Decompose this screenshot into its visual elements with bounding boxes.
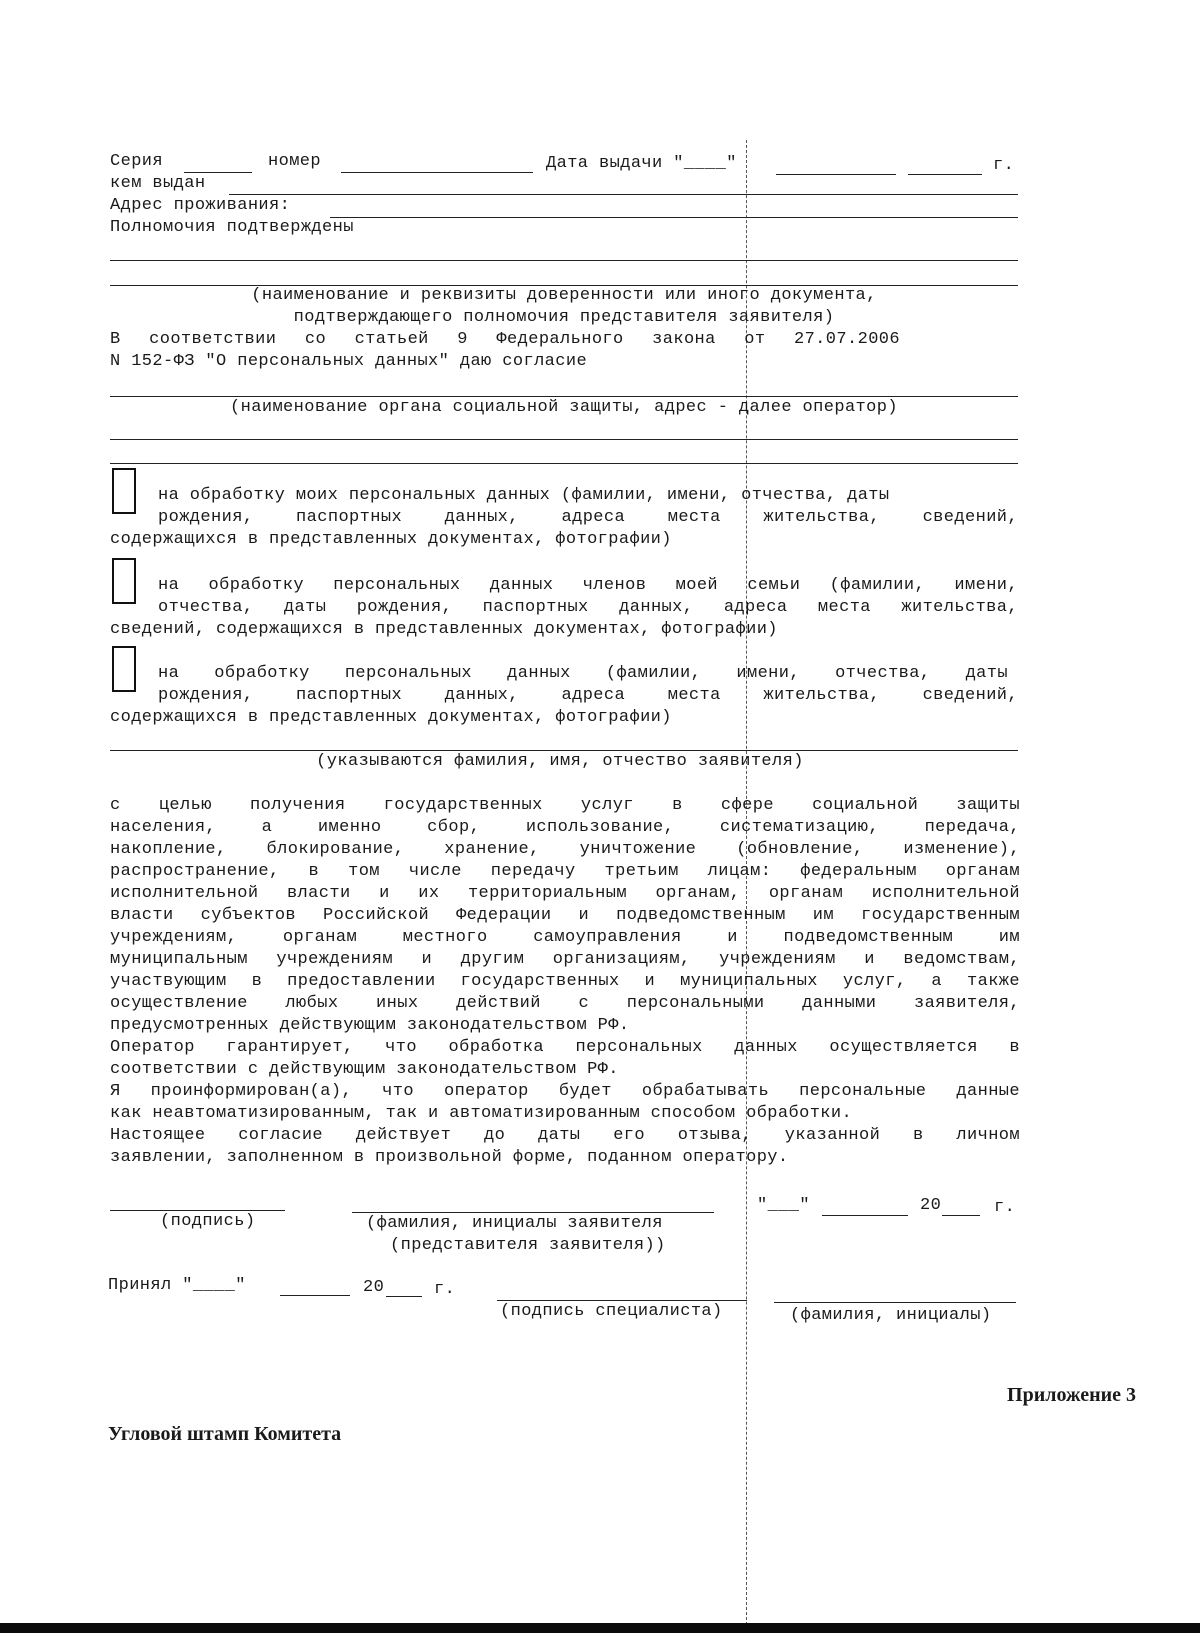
body-line-14: Я проинформирован(а), что оператор будет обрабатывать персональные данные	[110, 1082, 1020, 1101]
body-line-17: заявлении, заполненном в произвольной форме, поданном оператору.	[110, 1148, 789, 1167]
operator-field-3[interactable]	[110, 463, 1018, 464]
body-line-15: как неавтоматизированным, так и автоматизированным способом обработки.	[110, 1104, 853, 1123]
adres-label: Адрес проживания:	[110, 196, 291, 215]
checkbox-option-3[interactable]	[112, 646, 136, 692]
option-2-line-1: на обработку персональных данных членов моей семьи (фамилии, имени,	[158, 576, 1018, 595]
prilozhenie-label: Приложение 3	[1007, 1384, 1136, 1406]
soglasie-line-2: N 152-ФЗ "О персональных данных" даю согласие	[110, 352, 588, 371]
body-line-12: Оператор гарантирует, что обработка персональных данных осуществляется в	[110, 1038, 1020, 1057]
uglovoy-shtamp-label: Угловой штамп Комитета	[108, 1423, 342, 1445]
option-2-line-3: сведений, содержащихся в представленных документах, фотографии)	[110, 620, 778, 639]
podpis-field[interactable]	[110, 1210, 285, 1211]
seria-label: Серия	[110, 152, 164, 171]
prinyal-year-20: 20	[363, 1278, 385, 1297]
scan-edge-bar	[0, 1623, 1200, 1633]
fio-specialista-field[interactable]	[774, 1302, 1016, 1303]
kem-vydan-label: кем выдан	[110, 174, 206, 193]
fio-zayavitelya-caption-1: (фамилия, инициалы заявителя	[366, 1214, 663, 1233]
nomer-field[interactable]	[341, 172, 533, 173]
body-line-7: учреждениям, органам местного самоуправления и подведомственным им	[110, 928, 1020, 947]
caption-doverennost-2: подтверждающего полномочия представителя заявителя)	[293, 308, 835, 327]
caption-operator: (наименование органа социальной защиты, адрес - далее оператор)	[230, 398, 898, 417]
soglasie-line-1: В соответствии со статьей 9 Федерального закона от 27.07.2006	[110, 330, 900, 349]
body-line-4: распространение, в том числе передачу третьим лицам: федеральным органам	[110, 862, 1020, 881]
option-2-line-2: отчества, даты рождения, паспортных данных, адреса места жительства,	[158, 598, 1018, 617]
body-line-5: исполнительной власти и их территориальным органам, органам исполнительной	[110, 884, 1020, 903]
body-line-9: участвующим в предоставлении государственных и муниципальных услуг, а также	[110, 972, 1020, 991]
body-line-10: осуществление любых иных действий с персональными данными заявителя,	[110, 994, 1020, 1013]
polnomochiya-field-1[interactable]	[110, 260, 1018, 261]
body-line-3: накопление, блокирование, хранение, уничтожение (обновление, изменение),	[110, 840, 1020, 859]
option-1-line-2: рождения, паспортных данных, адреса места жительства, сведений,	[158, 508, 1018, 527]
data-vydachi-label: Дата выдачи "____"	[546, 154, 737, 173]
body-line-8: муниципальным учреждениям и другим организациям, учреждениям и ведомствам,	[110, 950, 1020, 969]
prinyal-year-field[interactable]	[386, 1296, 422, 1297]
fio-specialista-caption: (фамилия, инициалы)	[790, 1306, 992, 1325]
data-vydachi-month-field[interactable]	[776, 174, 896, 175]
checkbox-option-2[interactable]	[112, 558, 136, 604]
data-vydachi-year-field[interactable]	[908, 174, 982, 175]
god-label: г.	[993, 156, 1015, 175]
body-line-2: населения, а именно сбор, использование, систематизацию, передача,	[110, 818, 1020, 837]
caption-fio: (указываются фамилия, имя, отчество заявителя)	[316, 752, 804, 771]
operator-field-1[interactable]	[110, 396, 1018, 397]
fio-zayavitelya-caption-2: (представителя заявителя))	[390, 1236, 666, 1255]
fio-zayavitelya-field[interactable]	[352, 1212, 714, 1213]
prinyal-g: г.	[434, 1280, 456, 1299]
signature-date-year-field[interactable]	[942, 1215, 980, 1216]
prinyal-label: Принял "____"	[108, 1276, 246, 1295]
podpis-specialista-field[interactable]	[497, 1300, 747, 1301]
option-3-line-2: рождения, паспортных данных, адреса места жительства, сведений,	[158, 686, 1018, 705]
signature-date-quote: "___"	[757, 1196, 811, 1215]
body-line-13: соответствии с действующим законодательством РФ.	[110, 1060, 619, 1079]
signature-date-g: г.	[994, 1198, 1016, 1217]
option-1-line-1: на обработку моих персональных данных (фамилии, имени, отчества, даты	[158, 486, 890, 505]
kem-vydan-field[interactable]	[229, 194, 1018, 195]
fio-field[interactable]	[110, 750, 1018, 751]
option-1-line-3: содержащихся в представленных документах, фотографии)	[110, 530, 672, 549]
checkbox-option-1[interactable]	[112, 468, 136, 514]
body-line-1: с целью получения государственных услуг в сфере социальной защиты	[110, 796, 1020, 815]
body-line-6: власти субъектов Российской Федерации и подведомственным им государственным	[110, 906, 1020, 925]
option-3-line-3: содержащихся в представленных документах, фотографии)	[110, 708, 672, 727]
nomer-label: номер	[268, 152, 322, 171]
polnomochiya-label: Полномочия подтверждены	[110, 218, 354, 237]
option-3-line-1: на обработку персональных данных (фамилии, имени, отчества, даты	[158, 664, 1008, 683]
signature-date-month-field[interactable]	[822, 1215, 908, 1216]
body-line-11: предусмотренных действующим законодательством РФ.	[110, 1016, 630, 1035]
signature-date-20: 20	[920, 1196, 942, 1215]
seria-field[interactable]	[184, 172, 252, 173]
podpis-specialista-caption: (подпись специалиста)	[500, 1302, 723, 1321]
body-line-16: Настоящее согласие действует до даты его отзыва, указанной в личном	[110, 1126, 1020, 1145]
caption-doverennost-1: (наименование и реквизиты доверенности или иного документа,	[251, 286, 877, 305]
prinyal-month-field[interactable]	[280, 1295, 350, 1296]
adres-field[interactable]	[330, 217, 1018, 218]
operator-field-2[interactable]	[110, 439, 1018, 440]
podpis-caption: (подпись)	[160, 1212, 256, 1231]
